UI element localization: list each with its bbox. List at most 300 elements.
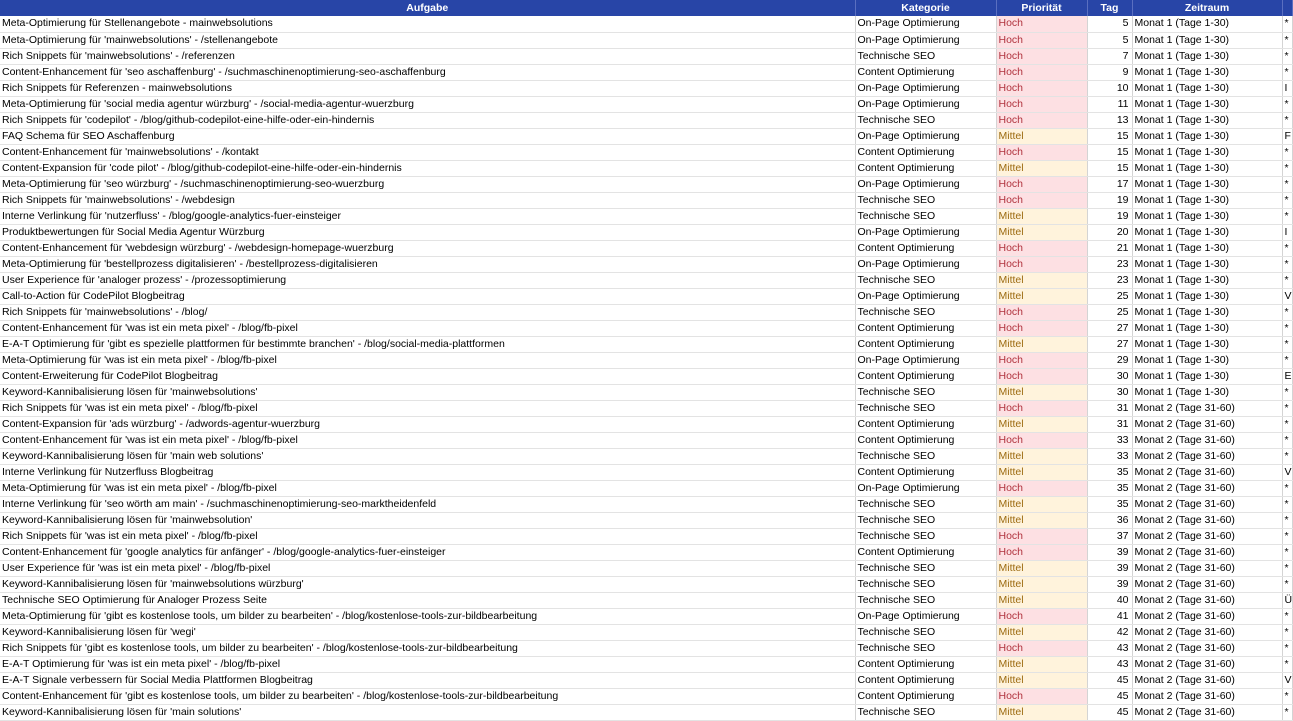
extra-cell[interactable]: * (1282, 256, 1292, 272)
day-cell[interactable]: 11 (1087, 96, 1132, 112)
period-cell[interactable]: Monat 2 (Tage 31-60) (1132, 656, 1282, 672)
table-row (0, 240, 1292, 256)
extra-cell[interactable]: V (1282, 464, 1292, 480)
task-cell[interactable]: Rich Snippets für Referenzen - mainwebsolutions (0, 80, 855, 96)
table-row (0, 176, 1292, 192)
extra-cell[interactable]: * (1282, 624, 1292, 640)
period-cell[interactable]: Monat 2 (Tage 31-60) (1132, 576, 1282, 592)
priority-cell[interactable]: Mittel (996, 576, 1087, 592)
period-cell[interactable]: Monat 1 (Tage 1-30) (1132, 368, 1282, 384)
category-cell[interactable]: Content Optimierung (855, 416, 996, 432)
period-cell[interactable]: Monat 1 (Tage 1-30) (1132, 32, 1282, 48)
task-cell[interactable]: Rich Snippets für 'gibt es kostenlose tools, um bilder zu bearbeiten' - /blog/kostenlose-tools-zur-bildbearbeitung (0, 640, 855, 656)
category-cell[interactable]: Content Optimierung (855, 144, 996, 160)
day-cell[interactable]: 29 (1087, 352, 1132, 368)
table-row (0, 576, 1292, 592)
task-cell[interactable]: Interne Verlinkung für 'nutzerfluss' - /blog/google-analytics-fuer-einsteiger (0, 208, 855, 224)
priority-cell[interactable]: Hoch (996, 48, 1087, 64)
extra-cell[interactable]: * (1282, 240, 1292, 256)
table-row (0, 416, 1292, 432)
day-cell[interactable]: 33 (1087, 448, 1132, 464)
extra-cell[interactable]: * (1282, 640, 1292, 656)
period-cell[interactable]: Monat 2 (Tage 31-60) (1132, 672, 1282, 688)
priority-cell[interactable]: Hoch (996, 528, 1087, 544)
priority-cell[interactable]: Mittel (996, 560, 1087, 576)
priority-cell[interactable]: Hoch (996, 688, 1087, 704)
priority-cell[interactable]: Mittel (996, 208, 1087, 224)
day-cell[interactable]: 15 (1087, 144, 1132, 160)
extra-cell[interactable]: Ü (1282, 592, 1292, 608)
day-cell[interactable]: 15 (1087, 128, 1132, 144)
day-cell[interactable]: 41 (1087, 608, 1132, 624)
category-cell[interactable]: Technische SEO (855, 48, 996, 64)
priority-cell[interactable]: Hoch (996, 16, 1087, 32)
category-cell[interactable]: Technische SEO (855, 528, 996, 544)
extra-cell[interactable]: * (1282, 656, 1292, 672)
category-cell[interactable]: On-Page Optimierung (855, 128, 996, 144)
table-row (0, 624, 1292, 640)
header-day[interactable]: Tag (1087, 0, 1132, 16)
category-cell[interactable]: Content Optimierung (855, 464, 996, 480)
period-cell[interactable]: Monat 1 (Tage 1-30) (1132, 336, 1282, 352)
category-cell[interactable]: Technische SEO (855, 272, 996, 288)
priority-cell[interactable]: Hoch (996, 480, 1087, 496)
period-cell[interactable]: Monat 1 (Tage 1-30) (1132, 96, 1282, 112)
extra-cell[interactable]: * (1282, 576, 1292, 592)
period-cell[interactable]: Monat 2 (Tage 31-60) (1132, 464, 1282, 480)
task-cell[interactable]: Rich Snippets für 'mainwebsolutions' - /webdesign (0, 192, 855, 208)
day-cell[interactable]: 15 (1087, 160, 1132, 176)
task-cell[interactable]: Content-Enhancement für 'webdesign würzburg' - /webdesign-homepage-wuerzburg (0, 240, 855, 256)
task-cell[interactable]: Interne Verlinkung für 'seo wörth am main' - /suchmaschinenoptimierung-seo-marktheidenfeld (0, 496, 855, 512)
task-cell[interactable]: Meta-Optimierung für 'seo würzburg' - /suchmaschinenoptimierung-seo-wuerzburg (0, 176, 855, 192)
extra-cell[interactable]: * (1282, 96, 1292, 112)
task-cell[interactable]: Content-Expansion für 'ads würzburg' - /adwords-agentur-wuerzburg (0, 416, 855, 432)
extra-cell[interactable]: * (1282, 64, 1292, 80)
category-cell[interactable]: Content Optimierung (855, 320, 996, 336)
period-cell[interactable]: Monat 1 (Tage 1-30) (1132, 112, 1282, 128)
period-cell[interactable]: Monat 1 (Tage 1-30) (1132, 304, 1282, 320)
extra-cell[interactable]: * (1282, 32, 1292, 48)
period-cell[interactable]: Monat 2 (Tage 31-60) (1132, 608, 1282, 624)
extra-cell[interactable]: F (1282, 128, 1292, 144)
extra-cell[interactable]: * (1282, 528, 1292, 544)
period-cell[interactable]: Monat 1 (Tage 1-30) (1132, 240, 1282, 256)
day-cell[interactable]: 9 (1087, 64, 1132, 80)
category-cell[interactable]: Content Optimierung (855, 160, 996, 176)
priority-cell[interactable]: Hoch (996, 640, 1087, 656)
day-cell[interactable]: 43 (1087, 640, 1132, 656)
task-cell[interactable]: Content-Enhancement für 'seo aschaffenburg' - /suchmaschinenoptimierung-seo-aschaffenburg (0, 64, 855, 80)
table-row (0, 256, 1292, 272)
day-cell[interactable]: 30 (1087, 368, 1132, 384)
table-row (0, 336, 1292, 352)
day-cell[interactable]: 23 (1087, 256, 1132, 272)
category-cell[interactable]: Technische SEO (855, 592, 996, 608)
day-cell[interactable]: 20 (1087, 224, 1132, 240)
category-cell[interactable]: Technische SEO (855, 384, 996, 400)
task-cell[interactable]: Meta-Optimierung für 'mainwebsolutions' - /stellenangebote (0, 32, 855, 48)
priority-cell[interactable]: Mittel (996, 288, 1087, 304)
period-cell[interactable]: Monat 1 (Tage 1-30) (1132, 16, 1282, 32)
category-cell[interactable]: Technische SEO (855, 400, 996, 416)
category-cell[interactable]: Content Optimierung (855, 368, 996, 384)
extra-cell[interactable]: * (1282, 16, 1292, 32)
category-cell[interactable]: On-Page Optimierung (855, 608, 996, 624)
period-cell[interactable]: Monat 2 (Tage 31-60) (1132, 640, 1282, 656)
day-cell[interactable]: 27 (1087, 336, 1132, 352)
period-cell[interactable]: Monat 2 (Tage 31-60) (1132, 416, 1282, 432)
priority-cell[interactable]: Mittel (996, 384, 1087, 400)
task-cell[interactable]: Rich Snippets für 'mainwebsolutions' - /blog/ (0, 304, 855, 320)
period-cell[interactable]: Monat 1 (Tage 1-30) (1132, 176, 1282, 192)
priority-cell[interactable]: Hoch (996, 432, 1087, 448)
extra-cell[interactable]: * (1282, 384, 1292, 400)
period-cell[interactable]: Monat 2 (Tage 31-60) (1132, 592, 1282, 608)
priority-cell[interactable]: Mittel (996, 656, 1087, 672)
task-cell[interactable]: Keyword-Kannibalisierung lösen für 'mainwebsolutions würzburg' (0, 576, 855, 592)
priority-cell[interactable]: Hoch (996, 304, 1087, 320)
extra-cell[interactable]: * (1282, 448, 1292, 464)
table-row (0, 16, 1292, 32)
priority-cell[interactable]: Mittel (996, 224, 1087, 240)
extra-cell[interactable]: * (1282, 176, 1292, 192)
task-cell[interactable]: Keyword-Kannibalisierung lösen für 'main solutions' (0, 704, 855, 720)
priority-cell[interactable]: Mittel (996, 448, 1087, 464)
day-cell[interactable]: 35 (1087, 464, 1132, 480)
table-row (0, 544, 1292, 560)
task-cell[interactable]: Rich Snippets für 'codepilot' - /blog/github-codepilot-eine-hilfe-oder-ein-hindernis (0, 112, 855, 128)
task-cell[interactable]: Content-Enhancement für 'was ist ein meta pixel' - /blog/fb-pixel (0, 432, 855, 448)
priority-cell[interactable]: Mittel (996, 624, 1087, 640)
day-cell[interactable]: 42 (1087, 624, 1132, 640)
extra-cell[interactable]: * (1282, 496, 1292, 512)
period-cell[interactable]: Monat 1 (Tage 1-30) (1132, 272, 1282, 288)
period-cell[interactable]: Monat 1 (Tage 1-30) (1132, 288, 1282, 304)
task-cell[interactable]: Produktbewertungen für Social Media Agentur Würzburg (0, 224, 855, 240)
category-cell[interactable]: Technische SEO (855, 496, 996, 512)
priority-cell[interactable]: Mittel (996, 704, 1087, 720)
table-row (0, 288, 1292, 304)
extra-cell[interactable]: * (1282, 352, 1292, 368)
table-row (0, 656, 1292, 672)
priority-cell[interactable]: Mittel (996, 512, 1087, 528)
header-category[interactable]: Kategorie (855, 0, 996, 16)
category-cell[interactable]: Content Optimierung (855, 64, 996, 80)
extra-cell[interactable]: * (1282, 320, 1292, 336)
task-cell[interactable]: E-A-T Signale verbessern für Social Media Plattformen Blogbeitrag (0, 672, 855, 688)
extra-cell[interactable]: * (1282, 304, 1292, 320)
category-cell[interactable]: Technische SEO (855, 512, 996, 528)
priority-cell[interactable]: Hoch (996, 608, 1087, 624)
extra-cell[interactable]: * (1282, 112, 1292, 128)
priority-cell[interactable]: Hoch (996, 352, 1087, 368)
priority-cell[interactable]: Hoch (996, 240, 1087, 256)
category-cell[interactable]: Content Optimierung (855, 240, 996, 256)
period-cell[interactable]: Monat 1 (Tage 1-30) (1132, 144, 1282, 160)
table-row (0, 80, 1292, 96)
category-cell[interactable]: On-Page Optimierung (855, 224, 996, 240)
priority-cell[interactable]: Hoch (996, 112, 1087, 128)
period-cell[interactable]: Monat 1 (Tage 1-30) (1132, 352, 1282, 368)
priority-cell[interactable]: Hoch (996, 368, 1087, 384)
table-row (0, 224, 1292, 240)
period-cell[interactable]: Monat 2 (Tage 31-60) (1132, 448, 1282, 464)
priority-cell[interactable]: Hoch (996, 400, 1087, 416)
extra-cell[interactable]: I (1282, 224, 1292, 240)
day-cell[interactable]: 19 (1087, 208, 1132, 224)
category-cell[interactable]: Content Optimierung (855, 656, 996, 672)
day-cell[interactable]: 31 (1087, 400, 1132, 416)
task-cell[interactable]: Content-Erweiterung für CodePilot Blogbeitrag (0, 368, 855, 384)
task-cell[interactable]: Keyword-Kannibalisierung lösen für 'mainwebsolution' (0, 512, 855, 528)
day-cell[interactable]: 37 (1087, 528, 1132, 544)
category-cell[interactable]: On-Page Optimierung (855, 96, 996, 112)
category-cell[interactable]: Technische SEO (855, 640, 996, 656)
category-cell[interactable]: Technische SEO (855, 208, 996, 224)
period-cell[interactable]: Monat 1 (Tage 1-30) (1132, 224, 1282, 240)
extra-cell[interactable]: * (1282, 432, 1292, 448)
category-cell[interactable]: On-Page Optimierung (855, 32, 996, 48)
priority-cell[interactable]: Mittel (996, 464, 1087, 480)
table-row (0, 400, 1292, 416)
category-cell[interactable]: Technische SEO (855, 112, 996, 128)
period-cell[interactable]: Monat 1 (Tage 1-30) (1132, 48, 1282, 64)
task-cell[interactable]: Meta-Optimierung für Stellenangebote - mainwebsolutions (0, 16, 855, 32)
extra-cell[interactable]: * (1282, 416, 1292, 432)
day-cell[interactable]: 35 (1087, 496, 1132, 512)
category-cell[interactable]: On-Page Optimierung (855, 176, 996, 192)
priority-cell[interactable]: Mittel (996, 592, 1087, 608)
extra-cell[interactable]: * (1282, 336, 1292, 352)
table-row (0, 272, 1292, 288)
day-cell[interactable]: 39 (1087, 560, 1132, 576)
period-cell[interactable]: Monat 2 (Tage 31-60) (1132, 544, 1282, 560)
category-cell[interactable]: On-Page Optimierung (855, 80, 996, 96)
task-cell[interactable]: Meta-Optimierung für 'was ist ein meta pixel' - /blog/fb-pixel (0, 480, 855, 496)
priority-cell[interactable]: Hoch (996, 32, 1087, 48)
task-cell[interactable]: Meta-Optimierung für 'was ist ein meta pixel' - /blog/fb-pixel (0, 352, 855, 368)
task-cell[interactable]: User Experience für 'analoger prozess' - /prozessoptimierung (0, 272, 855, 288)
priority-cell[interactable]: Mittel (996, 496, 1087, 512)
day-cell[interactable]: 25 (1087, 288, 1132, 304)
extra-cell[interactable]: * (1282, 192, 1292, 208)
task-cell[interactable]: Content-Enhancement für 'was ist ein meta pixel' - /blog/fb-pixel (0, 320, 855, 336)
period-cell[interactable]: Monat 1 (Tage 1-30) (1132, 320, 1282, 336)
period-cell[interactable]: Monat 2 (Tage 31-60) (1132, 400, 1282, 416)
day-cell[interactable]: 35 (1087, 480, 1132, 496)
period-cell[interactable]: Monat 1 (Tage 1-30) (1132, 256, 1282, 272)
priority-cell[interactable]: Hoch (996, 176, 1087, 192)
extra-cell[interactable]: * (1282, 48, 1292, 64)
category-cell[interactable]: Content Optimierung (855, 432, 996, 448)
extra-cell[interactable]: * (1282, 160, 1292, 176)
day-cell[interactable]: 5 (1087, 32, 1132, 48)
priority-cell[interactable]: Mittel (996, 160, 1087, 176)
period-cell[interactable]: Monat 2 (Tage 31-60) (1132, 624, 1282, 640)
priority-cell[interactable]: Hoch (996, 192, 1087, 208)
category-cell[interactable]: Technische SEO (855, 560, 996, 576)
task-cell[interactable]: Content-Enhancement für 'mainwebsolutions' - /kontakt (0, 144, 855, 160)
task-cell[interactable]: Call-to-Action für CodePilot Blogbeitrag (0, 288, 855, 304)
extra-cell[interactable]: * (1282, 688, 1292, 704)
extra-cell[interactable]: * (1282, 144, 1292, 160)
day-cell[interactable]: 39 (1087, 576, 1132, 592)
table-body (0, 16, 1292, 720)
priority-cell[interactable]: Hoch (996, 144, 1087, 160)
extra-cell[interactable]: * (1282, 272, 1292, 288)
category-cell[interactable]: On-Page Optimierung (855, 16, 996, 32)
task-cell[interactable]: Rich Snippets für 'mainwebsolutions' - /referenzen (0, 48, 855, 64)
day-cell[interactable]: 17 (1087, 176, 1132, 192)
task-cell[interactable]: Keyword-Kannibalisierung lösen für 'mainwebsolutions' (0, 384, 855, 400)
day-cell[interactable]: 25 (1087, 304, 1132, 320)
task-cell[interactable]: Technische SEO Optimierung für Analoger Prozess Seite (0, 592, 855, 608)
table-row (0, 352, 1292, 368)
extra-cell[interactable]: * (1282, 512, 1292, 528)
task-cell[interactable]: Keyword-Kannibalisierung lösen für 'main web solutions' (0, 448, 855, 464)
day-cell[interactable]: 45 (1087, 672, 1132, 688)
task-cell[interactable]: Meta-Optimierung für 'gibt es kostenlose tools, um bilder zu bearbeiten' - /blog/kostenlose-tools-zur-bildbearbeitung (0, 608, 855, 624)
priority-cell[interactable]: Hoch (996, 64, 1087, 80)
extra-cell[interactable]: * (1282, 704, 1292, 720)
task-cell[interactable]: Content-Expansion für 'code pilot' - /blog/github-codepilot-eine-hilfe-oder-ein-hindernis (0, 160, 855, 176)
table-row (0, 432, 1292, 448)
day-cell[interactable]: 7 (1087, 48, 1132, 64)
priority-cell[interactable]: Mittel (996, 416, 1087, 432)
priority-cell[interactable]: Mittel (996, 336, 1087, 352)
day-cell[interactable]: 39 (1087, 544, 1132, 560)
category-cell[interactable]: Technische SEO (855, 448, 996, 464)
period-cell[interactable]: Monat 1 (Tage 1-30) (1132, 208, 1282, 224)
extra-cell[interactable]: * (1282, 608, 1292, 624)
day-cell[interactable]: 19 (1087, 192, 1132, 208)
priority-cell[interactable]: Hoch (996, 320, 1087, 336)
period-cell[interactable]: Monat 2 (Tage 31-60) (1132, 704, 1282, 720)
period-cell[interactable]: Monat 2 (Tage 31-60) (1132, 560, 1282, 576)
category-cell[interactable]: Technische SEO (855, 624, 996, 640)
category-cell[interactable]: Technische SEO (855, 576, 996, 592)
extra-cell[interactable]: * (1282, 560, 1292, 576)
category-cell[interactable]: On-Page Optimierung (855, 480, 996, 496)
table-row (0, 144, 1292, 160)
task-cell[interactable]: Meta-Optimierung für 'bestellprozess digitalisieren' - /bestellprozess-digitalisieren (0, 256, 855, 272)
extra-cell[interactable]: * (1282, 544, 1292, 560)
table-row (0, 384, 1292, 400)
period-cell[interactable]: Monat 1 (Tage 1-30) (1132, 64, 1282, 80)
table-row (0, 208, 1292, 224)
period-cell[interactable]: Monat 2 (Tage 31-60) (1132, 432, 1282, 448)
day-cell[interactable]: 21 (1087, 240, 1132, 256)
day-cell[interactable]: 5 (1087, 16, 1132, 32)
day-cell[interactable]: 40 (1087, 592, 1132, 608)
period-cell[interactable]: Monat 1 (Tage 1-30) (1132, 192, 1282, 208)
task-cell[interactable]: Rich Snippets für 'was ist ein meta pixel' - /blog/fb-pixel (0, 528, 855, 544)
task-cell[interactable]: User Experience für 'was ist ein meta pixel' - /blog/fb-pixel (0, 560, 855, 576)
priority-cell[interactable]: Hoch (996, 544, 1087, 560)
priority-cell[interactable]: Hoch (996, 256, 1087, 272)
period-cell[interactable]: Monat 2 (Tage 31-60) (1132, 688, 1282, 704)
day-cell[interactable]: 13 (1087, 112, 1132, 128)
priority-cell[interactable]: Mittel (996, 672, 1087, 688)
day-cell[interactable]: 30 (1087, 384, 1132, 400)
header-row (0, 0, 1292, 16)
table-row (0, 496, 1292, 512)
day-cell[interactable]: 33 (1087, 432, 1132, 448)
period-cell[interactable]: Monat 2 (Tage 31-60) (1132, 512, 1282, 528)
task-cell[interactable]: FAQ Schema für SEO Aschaffenburg (0, 128, 855, 144)
category-cell[interactable]: Content Optimierung (855, 672, 996, 688)
extra-cell[interactable]: I (1282, 80, 1292, 96)
category-cell[interactable]: Technische SEO (855, 704, 996, 720)
extra-cell[interactable]: * (1282, 480, 1292, 496)
header-task[interactable]: Aufgabe (0, 0, 855, 16)
task-cell[interactable]: Meta-Optimierung für 'social media agentur würzburg' - /social-media-agentur-wuerzburg (0, 96, 855, 112)
table-row (0, 704, 1292, 720)
header-extra[interactable] (1282, 0, 1292, 16)
task-cell[interactable]: Rich Snippets für 'was ist ein meta pixel' - /blog/fb-pixel (0, 400, 855, 416)
priority-cell[interactable]: Hoch (996, 80, 1087, 96)
period-cell[interactable]: Monat 2 (Tage 31-60) (1132, 496, 1282, 512)
category-cell[interactable]: Content Optimierung (855, 336, 996, 352)
period-cell[interactable]: Monat 2 (Tage 31-60) (1132, 528, 1282, 544)
period-cell[interactable]: Monat 1 (Tage 1-30) (1132, 128, 1282, 144)
extra-cell[interactable]: * (1282, 208, 1292, 224)
category-cell[interactable]: On-Page Optimierung (855, 288, 996, 304)
extra-cell[interactable]: V (1282, 288, 1292, 304)
day-cell[interactable]: 36 (1087, 512, 1132, 528)
priority-cell[interactable]: Hoch (996, 96, 1087, 112)
period-cell[interactable]: Monat 2 (Tage 31-60) (1132, 480, 1282, 496)
day-cell[interactable]: 23 (1087, 272, 1132, 288)
table-row (0, 96, 1292, 112)
category-cell[interactable]: Content Optimierung (855, 688, 996, 704)
table-row (0, 688, 1292, 704)
task-cell[interactable]: Keyword-Kannibalisierung lösen für 'wegi' (0, 624, 855, 640)
category-cell[interactable]: Technische SEO (855, 192, 996, 208)
extra-cell[interactable]: E (1282, 368, 1292, 384)
period-cell[interactable]: Monat 1 (Tage 1-30) (1132, 160, 1282, 176)
table-row (0, 448, 1292, 464)
day-cell[interactable]: 45 (1087, 688, 1132, 704)
task-cell[interactable]: Interne Verlinkung für Nutzerfluss Blogbeitrag (0, 464, 855, 480)
priority-cell[interactable]: Mittel (996, 272, 1087, 288)
task-cell[interactable]: E-A-T Optimierung für 'was ist ein meta pixel' - /blog/fb-pixel (0, 656, 855, 672)
extra-cell[interactable]: * (1282, 400, 1292, 416)
priority-cell[interactable]: Mittel (996, 128, 1087, 144)
day-cell[interactable]: 27 (1087, 320, 1132, 336)
category-cell[interactable]: Technische SEO (855, 304, 996, 320)
task-cell[interactable]: Content-Enhancement für 'google analytics für anfänger' - /blog/google-analytics-fuer-einsteiger (0, 544, 855, 560)
task-cell[interactable]: Content-Enhancement für 'gibt es kostenlose tools, um bilder zu bearbeiten' - /blog/kostenlose-tools-zur-bildbearbeitung (0, 688, 855, 704)
day-cell[interactable]: 45 (1087, 704, 1132, 720)
table-row (0, 512, 1292, 528)
day-cell[interactable]: 31 (1087, 416, 1132, 432)
extra-cell[interactable]: V (1282, 672, 1292, 688)
category-cell[interactable]: Content Optimierung (855, 544, 996, 560)
day-cell[interactable]: 10 (1087, 80, 1132, 96)
header-period[interactable]: Zeitraum (1132, 0, 1282, 16)
day-cell[interactable]: 43 (1087, 656, 1132, 672)
category-cell[interactable]: On-Page Optimierung (855, 352, 996, 368)
category-cell[interactable]: On-Page Optimierung (855, 256, 996, 272)
header-priority[interactable]: Priorität (996, 0, 1087, 16)
task-cell[interactable]: E-A-T Optimierung für 'gibt es spezielle plattformen für bestimmte branchen' - /blog/social-media-plattformen (0, 336, 855, 352)
period-cell[interactable]: Monat 1 (Tage 1-30) (1132, 80, 1282, 96)
table-row (0, 304, 1292, 320)
table-row (0, 48, 1292, 64)
period-cell[interactable]: Monat 1 (Tage 1-30) (1132, 384, 1282, 400)
